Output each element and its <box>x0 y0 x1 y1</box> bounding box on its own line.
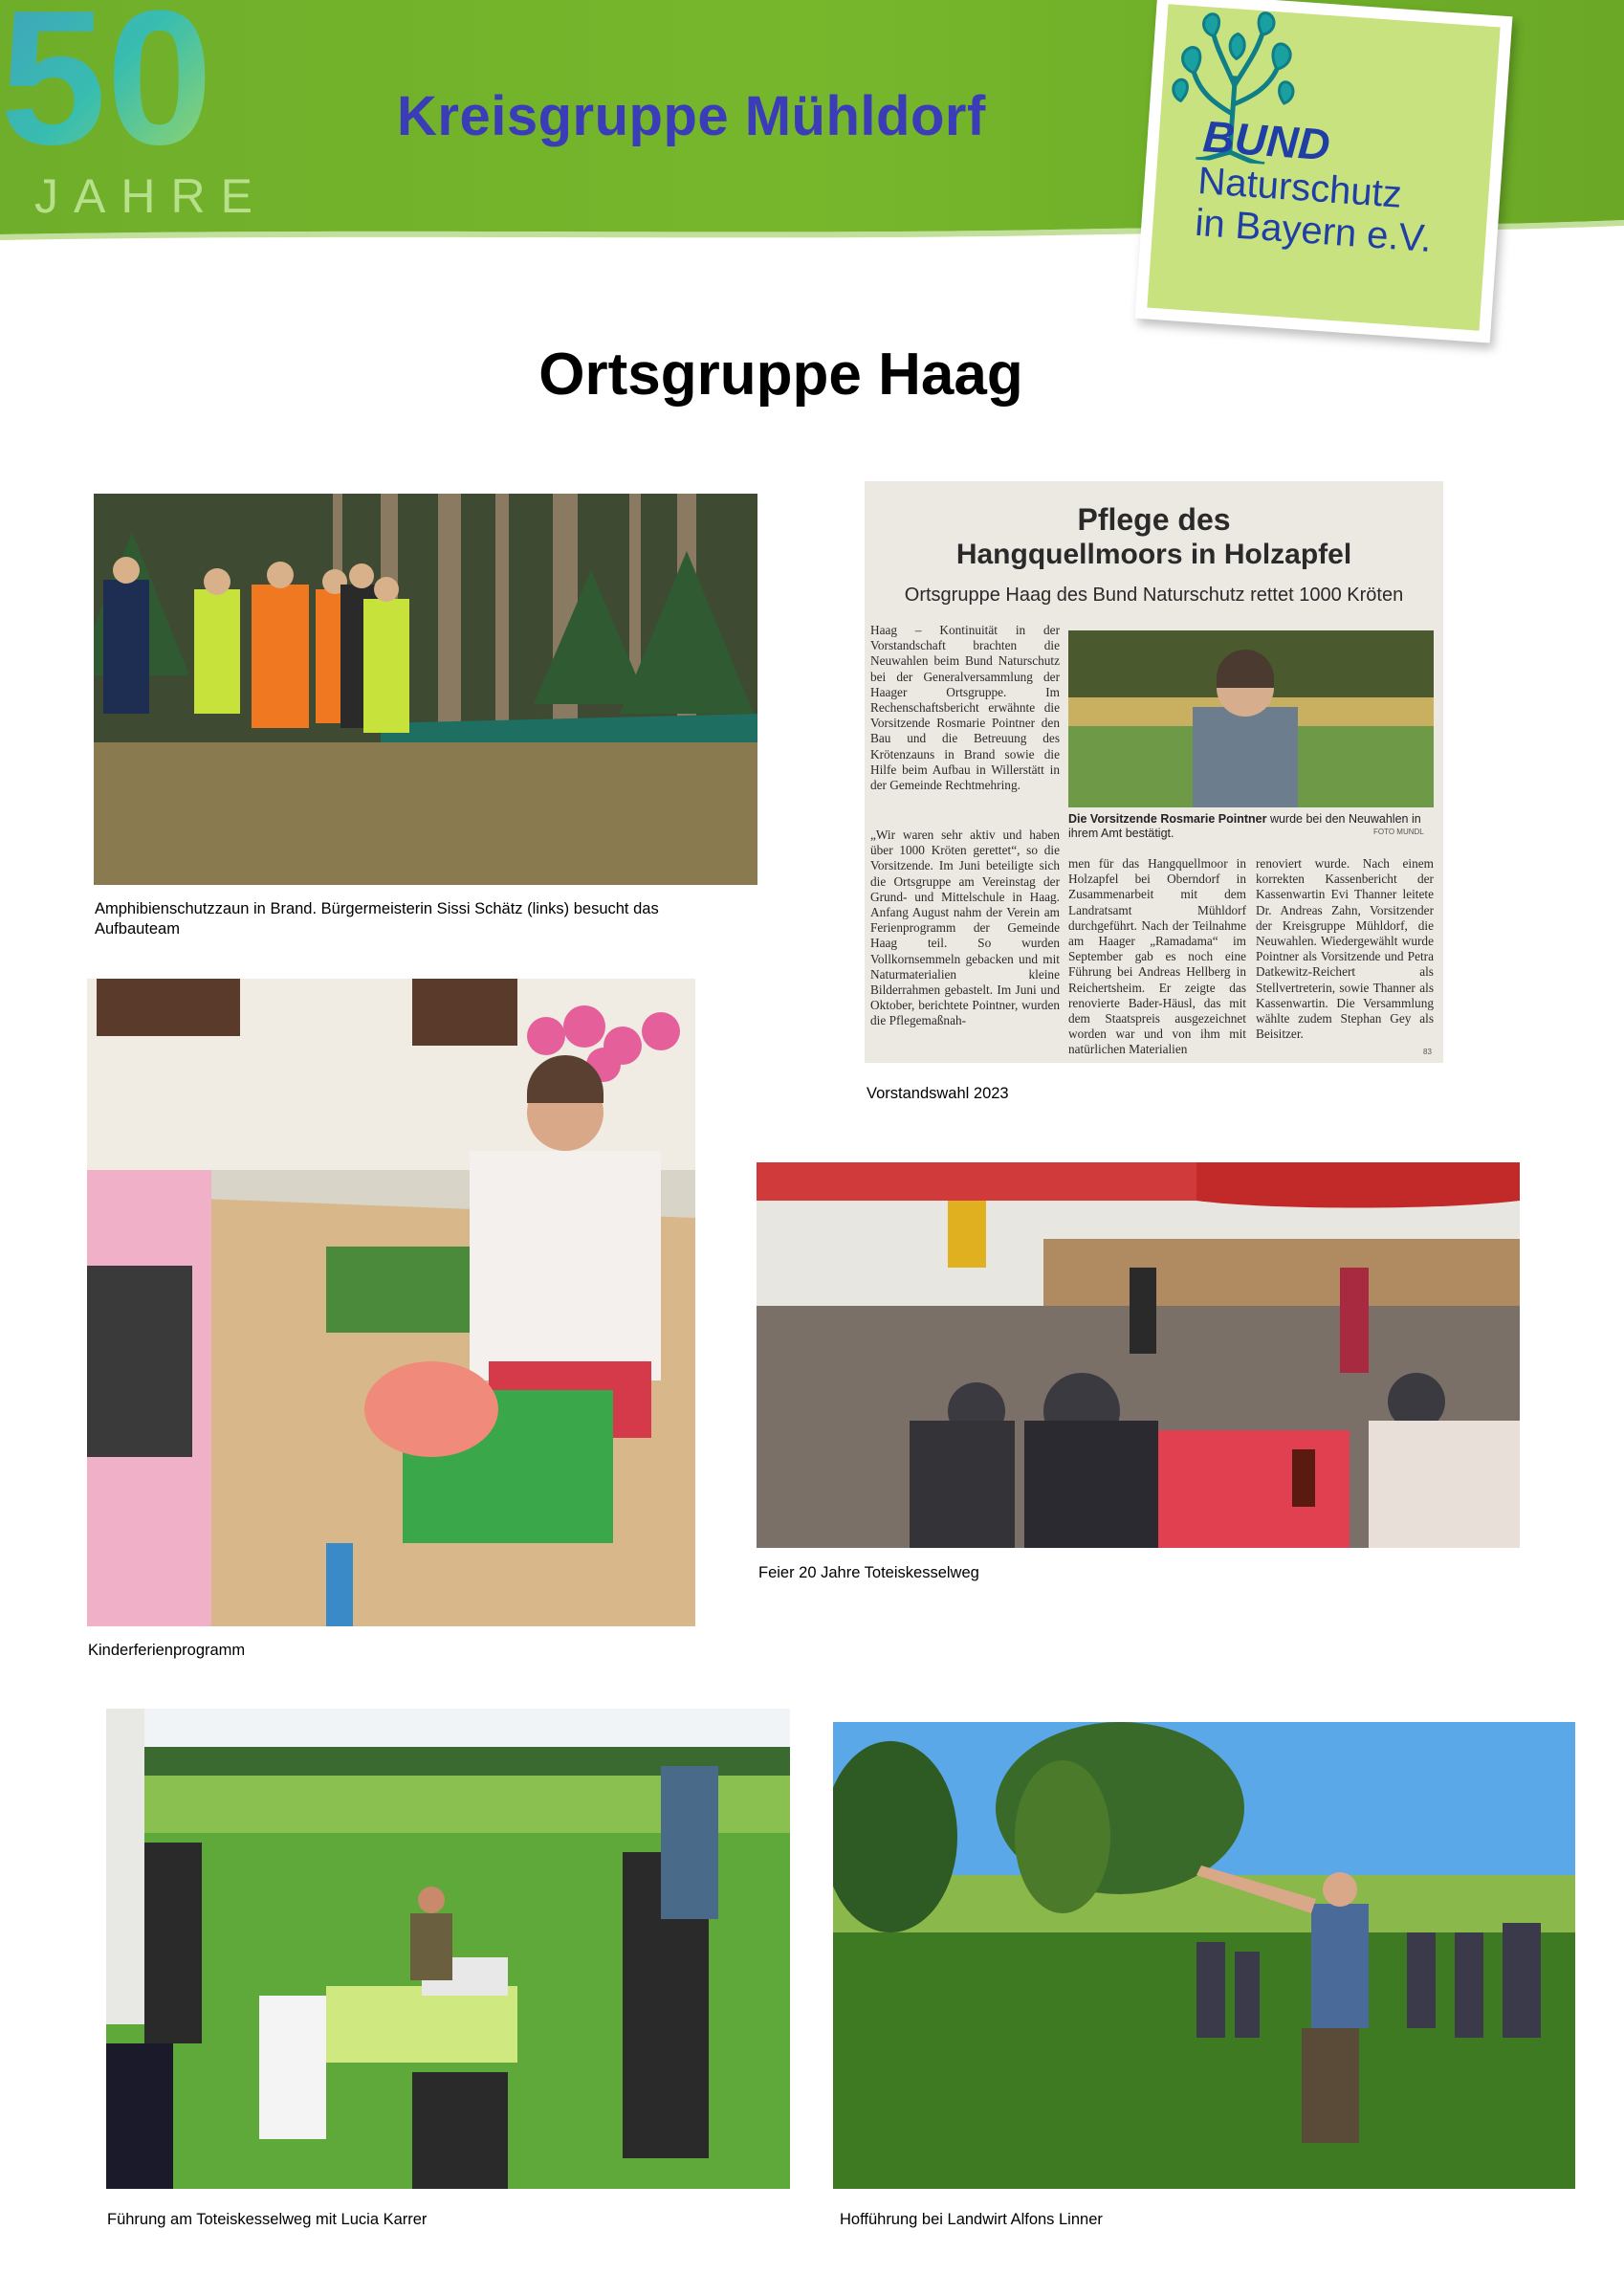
news-headline-line1: Pflege des <box>1077 502 1231 537</box>
caption-children-program: Kinderferienprogramm <box>88 1642 246 1659</box>
logo-line-2: in Bayern e.V. <box>1194 201 1434 260</box>
news-photo-caption <box>1068 812 1434 841</box>
caption-amphibian-fence: Amphibienschutzzaun in Brand. Bürgermeisterin Sissi Schätz (links) besucht das Aufbauteam <box>95 900 659 938</box>
photo-children-program <box>87 979 695 1626</box>
header-title: Kreisgruppe Mühldorf <box>397 85 986 147</box>
news-column-2: men für das Hangquellmoor in Holzapfel bei Oberndorf in Zusammenarbeit mit dem Landratsamt Mühldorf durchgeführt. Nach der Teilnahme am Haager „Ramadama“ im September gab es noch eine Führung bei Andreas Hellberg in Reichertsheim. Er zeigte das renovierte Bader-Häusl, das mit dem Staatspreis ausgezeichnet worden war und von ihm mit natürlichen Materialien <box>1068 856 1246 1057</box>
caption-anniversary-celebration: Feier 20 Jahre Toteiskesselweg <box>758 1564 979 1581</box>
logo-tagline <box>1194 160 1436 260</box>
caption-board-election: Vorstandswahl 2023 <box>867 1085 1009 1102</box>
news-page-marker: 83 <box>1423 1048 1432 1056</box>
svg-text:50: 50 <box>0 0 213 185</box>
photo-amphibian-fence <box>94 494 757 885</box>
news-caption-rest: wurde bei den Neuwahlen in ihrem Amt bestätigt. <box>1068 812 1421 840</box>
logo-line-1: Naturschutz <box>1196 159 1404 216</box>
caption-guided-tour-toteiskesselweg: Führung am Toteiskesselweg mit Lucia Karrer <box>107 2211 428 2228</box>
news-photo-chairwoman <box>1068 630 1434 807</box>
newspaper-clipping <box>865 481 1443 1063</box>
photo-guided-tour-toteiskesselweg <box>106 1709 790 2189</box>
news-headline-line2: Hangquellmoors in Holzapfel <box>955 539 1352 570</box>
caption-farm-tour: Hofführung bei Landwirt Alfons Linner <box>840 2211 1103 2228</box>
news-subheadline: Ortsgruppe Haag des Bund Naturschutz rettet 1000 Kröten <box>904 585 1404 606</box>
anniversary-label: JAHRE <box>34 169 268 223</box>
photo-anniversary-celebration <box>757 1162 1520 1548</box>
page-title: Ortsgruppe Haag <box>538 342 1023 408</box>
news-caption-bold: Die Vorsitzende Rosmarie Pointner <box>1068 812 1267 826</box>
news-column-1-top: Haag – Kontinuität in der Vorstandschaft brachten die Neuwahlen beim Bund Naturschutz bei der Generalversammlung der Haager Ortsgruppe. Im Rechenschaftsbericht erwähnte die Vorsitzende Rosmarie Pointner den Bau und die Betreuung des Krötenzauns in Brand sowie die Hilfe beim Aufbau in Willerstätt in der Gemeinde Rechtmehring. <box>870 623 1060 793</box>
news-photo-credit: FOTO MUNDL <box>1373 828 1424 836</box>
news-column-3: renoviert wurde. Nach einem korrekten Kassenbericht der Kassenwartin Evi Thanner leitete Dr. Andreas Zahn, Vorsitzender der Kreisgruppe Mühldorf, die Neuwahlen. Wiedergewählt wurde Pointner als Vorsitzende und Petra Datkewitz-Reichert als Stellvertreterin, sowie Thanner als Kassenwartin. Die Versammlung wählte zudem Stephan Gey als Beisitzer. <box>1256 856 1434 1042</box>
bund-logo <box>1135 0 1513 343</box>
photo-farm-tour <box>833 1722 1575 2189</box>
header-banner <box>0 0 1624 260</box>
logo-brand: BUND <box>1201 111 1332 170</box>
news-column-1-bottom: „Wir waren sehr aktiv und haben über 1000 Kröten gerettet“, so die Vorsitzende. Im Juni beteiligte sich die Ortsgruppe am Vereinstag der Grund- und Mittelschule in Haag. Anfang August nahm der Verein am Ferienprogramm der Gemeinde Haag teil. So wurden Vollkornsemmeln gebacken und mit Naturmaterialien kleine Bilderrahmen gebastelt. Im Juni und Oktober, berichtete Pointner, wurden die Pflegemaßnah- <box>870 828 1060 1028</box>
